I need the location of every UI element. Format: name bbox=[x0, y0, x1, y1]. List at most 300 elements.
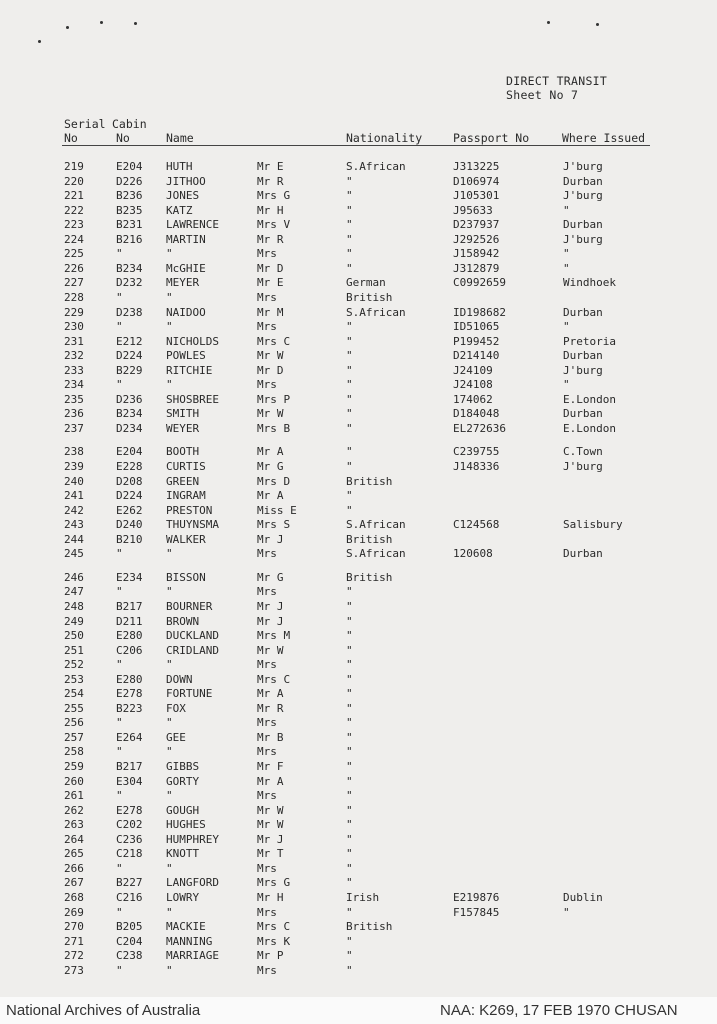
serial-no: 232 bbox=[64, 349, 84, 363]
passenger-name: SHOSBREE bbox=[166, 392, 219, 406]
cabin-no: D232 bbox=[116, 276, 143, 290]
cabin-no: B210 bbox=[116, 532, 143, 546]
passenger-name: " bbox=[166, 320, 173, 334]
col-cabin-top: Cabin bbox=[112, 117, 147, 131]
nationality: " bbox=[346, 247, 353, 261]
col-cabin-bottom: No bbox=[116, 131, 130, 145]
sheet-heading: DIRECT TRANSIT bbox=[506, 74, 608, 88]
cabin-no: " bbox=[116, 789, 123, 803]
passenger-name: " bbox=[166, 716, 173, 730]
where-issued: Windhoek bbox=[563, 276, 616, 290]
serial-no: 269 bbox=[64, 905, 84, 919]
passenger-title: Mr R bbox=[257, 701, 284, 715]
passenger-name: BOOTH bbox=[166, 445, 200, 459]
nationality: " bbox=[346, 905, 353, 919]
cabin-no: " bbox=[116, 716, 123, 730]
passenger-title: Mr R bbox=[257, 174, 284, 188]
serial-no: 244 bbox=[64, 532, 84, 546]
nationality: " bbox=[346, 658, 353, 672]
passenger-title: Mr W bbox=[257, 643, 284, 657]
passport-no: EL272636 bbox=[453, 421, 506, 435]
where-issued: Durban bbox=[563, 218, 603, 232]
passenger-name: " bbox=[166, 247, 173, 261]
cabin-no: B223 bbox=[116, 701, 143, 715]
serial-no: 261 bbox=[64, 789, 84, 803]
cabin-no: C218 bbox=[116, 847, 143, 861]
cabin-no: D238 bbox=[116, 305, 143, 319]
cabin-no: B236 bbox=[116, 189, 143, 203]
passenger-title: Mrs bbox=[257, 585, 277, 599]
serial-no: 254 bbox=[64, 687, 84, 701]
passenger-title: Mr E bbox=[257, 276, 284, 290]
passenger-name: " bbox=[166, 745, 173, 759]
serial-no: 219 bbox=[64, 160, 84, 173]
serial-no: 222 bbox=[64, 203, 84, 217]
serial-no: 240 bbox=[64, 474, 84, 488]
cabin-no: B234 bbox=[116, 407, 143, 421]
nationality: " bbox=[346, 963, 353, 977]
cabin-no: " bbox=[116, 320, 123, 334]
cabin-no: D208 bbox=[116, 474, 143, 488]
col-nationality: Nationality bbox=[346, 131, 423, 145]
where-issued: Durban bbox=[563, 305, 603, 319]
nationality: S.African bbox=[346, 547, 406, 561]
nationality: " bbox=[346, 687, 353, 701]
passenger-title: Mr H bbox=[257, 890, 284, 904]
passport-no: ID51065 bbox=[453, 320, 500, 334]
cabin-no: " bbox=[116, 378, 123, 392]
serial-no: 252 bbox=[64, 658, 84, 672]
passenger-title: Miss E bbox=[257, 503, 297, 517]
serial-no: 264 bbox=[64, 832, 84, 846]
passport-no: 174062 bbox=[453, 392, 493, 406]
passenger-name: MARTIN bbox=[166, 232, 206, 246]
serial-no: 263 bbox=[64, 818, 84, 832]
passport-no: J24108 bbox=[453, 378, 493, 392]
nationality: " bbox=[346, 745, 353, 759]
col-name: Name bbox=[166, 131, 194, 145]
cabin-no: D224 bbox=[116, 489, 143, 503]
passport-no: F157845 bbox=[453, 905, 500, 919]
nationality: British bbox=[346, 290, 393, 304]
cabin-no: " bbox=[116, 745, 123, 759]
passenger-name: " bbox=[166, 585, 173, 599]
serial-no: 271 bbox=[64, 934, 84, 948]
serial-no: 230 bbox=[64, 320, 84, 334]
passenger-title: Mr W bbox=[257, 407, 284, 421]
nationality: " bbox=[346, 392, 353, 406]
passenger-title: Mr W bbox=[257, 803, 284, 817]
passenger-title: Mr W bbox=[257, 349, 284, 363]
serial-no: 253 bbox=[64, 672, 84, 686]
where-issued: C.Town bbox=[563, 445, 603, 459]
where-issued: " bbox=[563, 261, 570, 275]
passenger-title: Mrs P bbox=[257, 392, 291, 406]
nationality: " bbox=[346, 378, 353, 392]
where-issued: J'burg bbox=[563, 460, 603, 473]
nationality: " bbox=[346, 218, 353, 232]
nationality: " bbox=[346, 599, 353, 613]
passenger-name: GIBBS bbox=[166, 760, 200, 773]
serial-no: 228 bbox=[64, 290, 84, 304]
passenger-title: Mr B bbox=[257, 730, 284, 744]
passenger-title: Mr G bbox=[257, 570, 284, 584]
where-issued: J'burg bbox=[563, 363, 603, 377]
nationality: " bbox=[346, 232, 353, 246]
passenger-name: GEE bbox=[166, 730, 186, 744]
nationality: " bbox=[346, 934, 353, 948]
passport-no: D214140 bbox=[453, 349, 500, 363]
serial-no: 221 bbox=[64, 189, 84, 203]
passenger-name: KNOTT bbox=[166, 847, 200, 861]
scan-speck bbox=[100, 21, 103, 24]
cabin-no: C202 bbox=[116, 818, 143, 832]
cabin-no: B217 bbox=[116, 760, 143, 773]
passenger-title: Mr E bbox=[257, 160, 284, 173]
nationality: " bbox=[346, 363, 353, 377]
nationality: " bbox=[346, 614, 353, 628]
nationality: " bbox=[346, 774, 353, 788]
passenger-title: Mr J bbox=[257, 614, 284, 628]
passenger-name: HUGHES bbox=[166, 818, 206, 832]
serial-no: 249 bbox=[64, 614, 84, 628]
nationality: " bbox=[346, 861, 353, 875]
passenger-name: " bbox=[166, 861, 173, 875]
passenger-title: Mrs G bbox=[257, 189, 291, 203]
nationality: " bbox=[346, 460, 353, 473]
passenger-name: BROWN bbox=[166, 614, 200, 628]
passenger-title: Mrs S bbox=[257, 518, 291, 532]
passenger-title: Mr H bbox=[257, 203, 284, 217]
where-issued: " bbox=[563, 203, 570, 217]
cabin-no: E280 bbox=[116, 672, 143, 686]
cabin-no: E228 bbox=[116, 460, 143, 473]
serial-no: 260 bbox=[64, 774, 84, 788]
passenger-title: Mr J bbox=[257, 832, 284, 846]
cabin-no: C216 bbox=[116, 890, 143, 904]
serial-no: 225 bbox=[64, 247, 84, 261]
where-issued: " bbox=[563, 247, 570, 261]
serial-no: 268 bbox=[64, 890, 84, 904]
footer-archive-name: National Archives of Australia bbox=[6, 1002, 201, 1019]
passport-no: C124568 bbox=[453, 518, 500, 532]
serial-no: 241 bbox=[64, 489, 84, 503]
nationality: " bbox=[346, 585, 353, 599]
passport-no: D106974 bbox=[453, 174, 500, 188]
nationality: " bbox=[346, 760, 353, 773]
nationality: " bbox=[346, 789, 353, 803]
passport-no: ID198682 bbox=[453, 305, 506, 319]
passenger-name: " bbox=[166, 290, 173, 304]
col-serial-bottom: No bbox=[64, 131, 78, 145]
passenger-name: GORTY bbox=[166, 774, 200, 788]
passenger-name: MARRIAGE bbox=[166, 949, 219, 963]
passport-no: 120608 bbox=[453, 547, 493, 561]
col-where-issued: Where Issued bbox=[562, 131, 646, 145]
where-issued: J'burg bbox=[563, 232, 603, 246]
passenger-name: McGHIE bbox=[166, 261, 206, 275]
passport-no: C239755 bbox=[453, 445, 500, 459]
where-issued: " bbox=[563, 905, 570, 919]
nationality: " bbox=[346, 407, 353, 421]
passenger-title: Mrs bbox=[257, 716, 277, 730]
passport-no: J105301 bbox=[453, 189, 500, 203]
serial-no: 235 bbox=[64, 392, 84, 406]
col-serial-top: Serial bbox=[64, 117, 106, 131]
serial-no: 223 bbox=[64, 218, 84, 232]
nationality: British bbox=[346, 920, 393, 934]
serial-no: 272 bbox=[64, 949, 84, 963]
passenger-name: FOX bbox=[166, 701, 186, 715]
passenger-name: PRESTON bbox=[166, 503, 213, 517]
passenger-name: POWLES bbox=[166, 349, 206, 363]
sheet-number: Sheet No 7 bbox=[506, 88, 579, 102]
nationality: " bbox=[346, 832, 353, 846]
cabin-no: B227 bbox=[116, 876, 143, 890]
passenger-name: " bbox=[166, 547, 173, 561]
serial-no: 270 bbox=[64, 920, 84, 934]
cabin-no: " bbox=[116, 290, 123, 304]
serial-no: 237 bbox=[64, 421, 84, 435]
serial-no: 246 bbox=[64, 570, 84, 584]
passenger-title: Mr T bbox=[257, 847, 284, 861]
cabin-no: D211 bbox=[116, 614, 143, 628]
passenger-title: Mrs D bbox=[257, 474, 291, 488]
serial-no: 231 bbox=[64, 334, 84, 348]
cabin-no: B231 bbox=[116, 218, 143, 232]
scan-speck bbox=[547, 21, 550, 24]
serial-no: 229 bbox=[64, 305, 84, 319]
cabin-no: B234 bbox=[116, 261, 143, 275]
header-rule bbox=[62, 145, 650, 146]
passenger-name: LANGFORD bbox=[166, 876, 219, 890]
archive-footer bbox=[0, 997, 717, 1024]
passport-no: J24109 bbox=[453, 363, 493, 377]
serial-no: 247 bbox=[64, 585, 84, 599]
cabin-no: C236 bbox=[116, 832, 143, 846]
nationality: Irish bbox=[346, 890, 380, 904]
serial-no: 239 bbox=[64, 460, 84, 473]
cabin-no: E280 bbox=[116, 629, 143, 643]
passenger-title: Mr G bbox=[257, 460, 284, 473]
passenger-title: Mrs bbox=[257, 247, 277, 261]
cabin-no: D224 bbox=[116, 349, 143, 363]
serial-no: 255 bbox=[64, 701, 84, 715]
nationality: " bbox=[346, 949, 353, 963]
passenger-name: INGRAM bbox=[166, 489, 206, 503]
passenger-name: GREEN bbox=[166, 474, 200, 488]
passport-no: J313225 bbox=[453, 160, 500, 173]
scan-speck bbox=[596, 23, 599, 26]
passenger-title: Mrs G bbox=[257, 876, 291, 890]
cabin-no: E204 bbox=[116, 160, 143, 173]
cabin-no: " bbox=[116, 861, 123, 875]
passenger-title: Mr A bbox=[257, 445, 284, 459]
serial-no: 245 bbox=[64, 547, 84, 561]
passenger-title: Mr M bbox=[257, 305, 284, 319]
nationality: " bbox=[346, 349, 353, 363]
nationality: " bbox=[346, 174, 353, 188]
passenger-title: Mr D bbox=[257, 261, 284, 275]
passenger-name: KATZ bbox=[166, 203, 193, 217]
passport-no: E219876 bbox=[453, 890, 500, 904]
passenger-title: Mrs bbox=[257, 290, 277, 304]
passenger-name: CURTIS bbox=[166, 460, 206, 473]
passenger-title: Mr D bbox=[257, 363, 284, 377]
passport-no: D237937 bbox=[453, 218, 500, 232]
nationality: " bbox=[346, 261, 353, 275]
cabin-no: E264 bbox=[116, 730, 143, 744]
passenger-title: Mr A bbox=[257, 489, 284, 503]
cabin-no: C206 bbox=[116, 643, 143, 657]
nationality: " bbox=[346, 818, 353, 832]
passenger-name: LOWRY bbox=[166, 890, 200, 904]
passenger-name: " bbox=[166, 905, 173, 919]
where-issued: Durban bbox=[563, 174, 603, 188]
passenger-title: Mrs bbox=[257, 789, 277, 803]
serial-no: 251 bbox=[64, 643, 84, 657]
where-issued: Dublin bbox=[563, 890, 603, 904]
cabin-no: E204 bbox=[116, 445, 143, 459]
passenger-title: Mrs B bbox=[257, 421, 291, 435]
passenger-name: JONES bbox=[166, 189, 200, 203]
passenger-name: CRIDLAND bbox=[166, 643, 219, 657]
serial-no: 265 bbox=[64, 847, 84, 861]
nationality: " bbox=[346, 489, 353, 503]
cabin-no: C238 bbox=[116, 949, 143, 963]
serial-no: 226 bbox=[64, 261, 84, 275]
serial-no: 248 bbox=[64, 599, 84, 613]
footer-reference: NAA: K269, 17 FEB 1970 CHUSAN bbox=[440, 1002, 678, 1019]
passenger-title: Mr J bbox=[257, 532, 284, 546]
passenger-name: HUMPHREY bbox=[166, 832, 219, 846]
passenger-title: Mrs bbox=[257, 378, 277, 392]
serial-no: 236 bbox=[64, 407, 84, 421]
cabin-no: " bbox=[116, 585, 123, 599]
cabin-no: B217 bbox=[116, 599, 143, 613]
nationality: " bbox=[346, 716, 353, 730]
nationality: " bbox=[346, 189, 353, 203]
cabin-no: " bbox=[116, 547, 123, 561]
nationality: " bbox=[346, 421, 353, 435]
cabin-no: D226 bbox=[116, 174, 143, 188]
serial-no: 242 bbox=[64, 503, 84, 517]
serial-no: 266 bbox=[64, 861, 84, 875]
passenger-name: FORTUNE bbox=[166, 687, 213, 701]
cabin-no: B216 bbox=[116, 232, 143, 246]
where-issued: J'burg bbox=[563, 160, 603, 173]
serial-no: 220 bbox=[64, 174, 84, 188]
cabin-no: D234 bbox=[116, 421, 143, 435]
cabin-no: E278 bbox=[116, 803, 143, 817]
serial-no: 227 bbox=[64, 276, 84, 290]
passenger-name: MEYER bbox=[166, 276, 200, 290]
cabin-no: B205 bbox=[116, 920, 143, 934]
serial-no: 262 bbox=[64, 803, 84, 817]
passenger-name: LAWRENCE bbox=[166, 218, 219, 232]
nationality: " bbox=[346, 334, 353, 348]
serial-no: 234 bbox=[64, 378, 84, 392]
where-issued: Durban bbox=[563, 349, 603, 363]
passenger-name: NAIDOO bbox=[166, 305, 206, 319]
cabin-no: B229 bbox=[116, 363, 143, 377]
serial-no: 273 bbox=[64, 963, 84, 977]
cabin-no: " bbox=[116, 963, 123, 977]
where-issued: Pretoria bbox=[563, 334, 616, 348]
serial-no: 267 bbox=[64, 876, 84, 890]
passport-no: P199452 bbox=[453, 334, 500, 348]
passenger-title: Mrs V bbox=[257, 218, 291, 232]
nationality: " bbox=[346, 629, 353, 643]
cabin-no: " bbox=[116, 658, 123, 672]
passenger-name: DUCKLAND bbox=[166, 629, 219, 643]
serial-no: 224 bbox=[64, 232, 84, 246]
col-passport: Passport No bbox=[453, 131, 530, 145]
nationality: " bbox=[346, 672, 353, 686]
nationality: " bbox=[346, 847, 353, 861]
passport-no: C0992659 bbox=[453, 276, 506, 290]
passenger-name: " bbox=[166, 789, 173, 803]
serial-no: 257 bbox=[64, 730, 84, 744]
nationality: S.African bbox=[346, 305, 406, 319]
passenger-title: Mr R bbox=[257, 232, 284, 246]
where-issued: " bbox=[563, 378, 570, 392]
cabin-no: E304 bbox=[116, 774, 143, 788]
passenger-name: " bbox=[166, 963, 173, 977]
serial-no: 256 bbox=[64, 716, 84, 730]
cabin-no: " bbox=[116, 247, 123, 261]
scan-speck bbox=[38, 40, 41, 43]
passenger-title: Mr A bbox=[257, 687, 284, 701]
passport-no: J292526 bbox=[453, 232, 500, 246]
nationality: " bbox=[346, 203, 353, 217]
passenger-name: " bbox=[166, 378, 173, 392]
passenger-name: THUYNSMA bbox=[166, 518, 219, 532]
passenger-name: WEYER bbox=[166, 421, 200, 435]
nationality: British bbox=[346, 532, 393, 546]
passenger-title: Mrs C bbox=[257, 334, 291, 348]
passenger-title: Mrs bbox=[257, 861, 277, 875]
serial-no: 258 bbox=[64, 745, 84, 759]
passport-no: D184048 bbox=[453, 407, 500, 421]
cabin-no: D240 bbox=[116, 518, 143, 532]
serial-no: 238 bbox=[64, 445, 84, 459]
passenger-name: BOURNER bbox=[166, 599, 213, 613]
passenger-title: Mr F bbox=[257, 760, 284, 773]
nationality: " bbox=[346, 803, 353, 817]
passenger-name: GOUGH bbox=[166, 803, 200, 817]
passenger-name: SMITH bbox=[166, 407, 200, 421]
passenger-name: MACKIE bbox=[166, 920, 206, 934]
serial-no: 233 bbox=[64, 363, 84, 377]
nationality: " bbox=[346, 876, 353, 890]
passenger-name: JITHOO bbox=[166, 174, 206, 188]
cabin-no: D236 bbox=[116, 392, 143, 406]
passenger-name: MANNING bbox=[166, 934, 213, 948]
cabin-no: E212 bbox=[116, 334, 143, 348]
serial-no: 250 bbox=[64, 629, 84, 643]
passenger-title: Mrs bbox=[257, 658, 277, 672]
scan-speck bbox=[66, 26, 69, 29]
nationality: " bbox=[346, 320, 353, 334]
nationality: S.African bbox=[346, 160, 406, 173]
passenger-name: RITCHIE bbox=[166, 363, 213, 377]
where-issued: " bbox=[563, 320, 570, 334]
where-issued: J'burg bbox=[563, 189, 603, 203]
passenger-title: Mrs bbox=[257, 745, 277, 759]
nationality: " bbox=[346, 503, 353, 517]
where-issued: Durban bbox=[563, 547, 603, 561]
